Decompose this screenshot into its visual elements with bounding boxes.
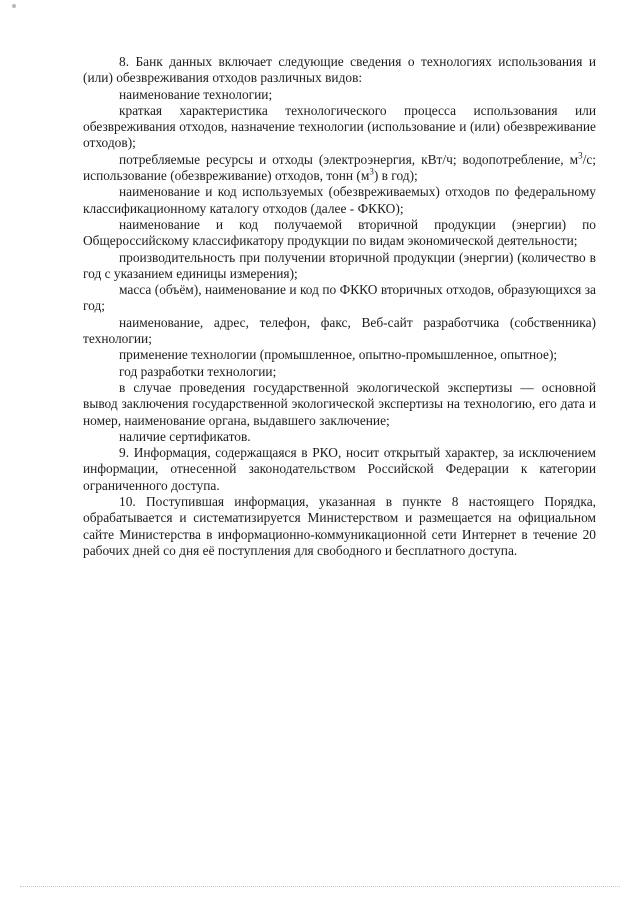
paragraph-8: 8. Банк данных включает следующие сведения о технологиях использования и (или) обезвреживания отходов различных видов: <box>83 54 596 86</box>
list-item: год разработки технологии; <box>119 363 277 379</box>
superscript: 3 <box>578 150 583 161</box>
paragraph-10: 10. Поступившая информация, указанная в пункте 8 настоящего Порядка, обрабатывается и систематизируется Министерством и размещается на официальном сайте Министерства в информационно-коммуникационной сети Интернет в течение 20 рабочих дней со дня её поступления для свободного и бесплатного доступа. <box>83 494 596 558</box>
superscript: 3 <box>369 166 374 177</box>
list-item: масса (объём), наименование и код по ФККО вторичных отходов, образующихся за год; <box>83 282 596 314</box>
scan-mark <box>12 4 16 8</box>
resources-text-b: /с; использование (обезвреживание) отходов, тонн (м <box>83 151 596 184</box>
resources-text-c: ) в год); <box>373 168 418 184</box>
paragraph-9: 9. Информация, содержащаяся в РКО, носит открытый характер, за исключением информации, отнесенной законодательством Российской Федерации к категории ограниченного доступа. <box>83 445 596 493</box>
list-item: наименование и код используемых (обезвреживаемых) отходов по федеральному классификационному каталогу отходов (далее - ФККО); <box>83 184 596 216</box>
list-item: применение технологии (промышленное, опытно-промышленное, опытное); <box>119 347 558 363</box>
list-item: производительность при получении вторичной продукции (энергии) (количество в год с указанием единицы измерения); <box>83 249 596 281</box>
resources-text-a: потребляемые ресурсы и отходы (электроэнергия, кВт/ч; водопотребление, м <box>119 151 579 167</box>
list-item: наименование, адрес, телефон, факс, Веб-сайт разработчика (собственника) технологии; <box>83 314 596 347</box>
list-item-resources <box>83 152 596 185</box>
document-body <box>83 54 596 559</box>
bottom-scan-dots <box>20 886 620 889</box>
list-item: наименование и код получаемой вторичной продукции (энергии) по Общероссийскому классификатору продукции по видам экономической деятельности; <box>83 216 596 249</box>
list-item: в случае проведения государственной экологической экспертизы — основной вывод заключения государственной экологической экспертизы на технологию, его дата и номер, наименование органа, выдавшего заключение; <box>83 379 596 428</box>
list-item: наличие сертификатов. <box>119 428 251 444</box>
list-item: краткая характеристика технологического процесса использования или обезвреживания отходов, назначение технологии (использование и (или) обезвреживание отходов); <box>83 102 596 151</box>
list-item: наименование технологии; <box>119 86 273 102</box>
